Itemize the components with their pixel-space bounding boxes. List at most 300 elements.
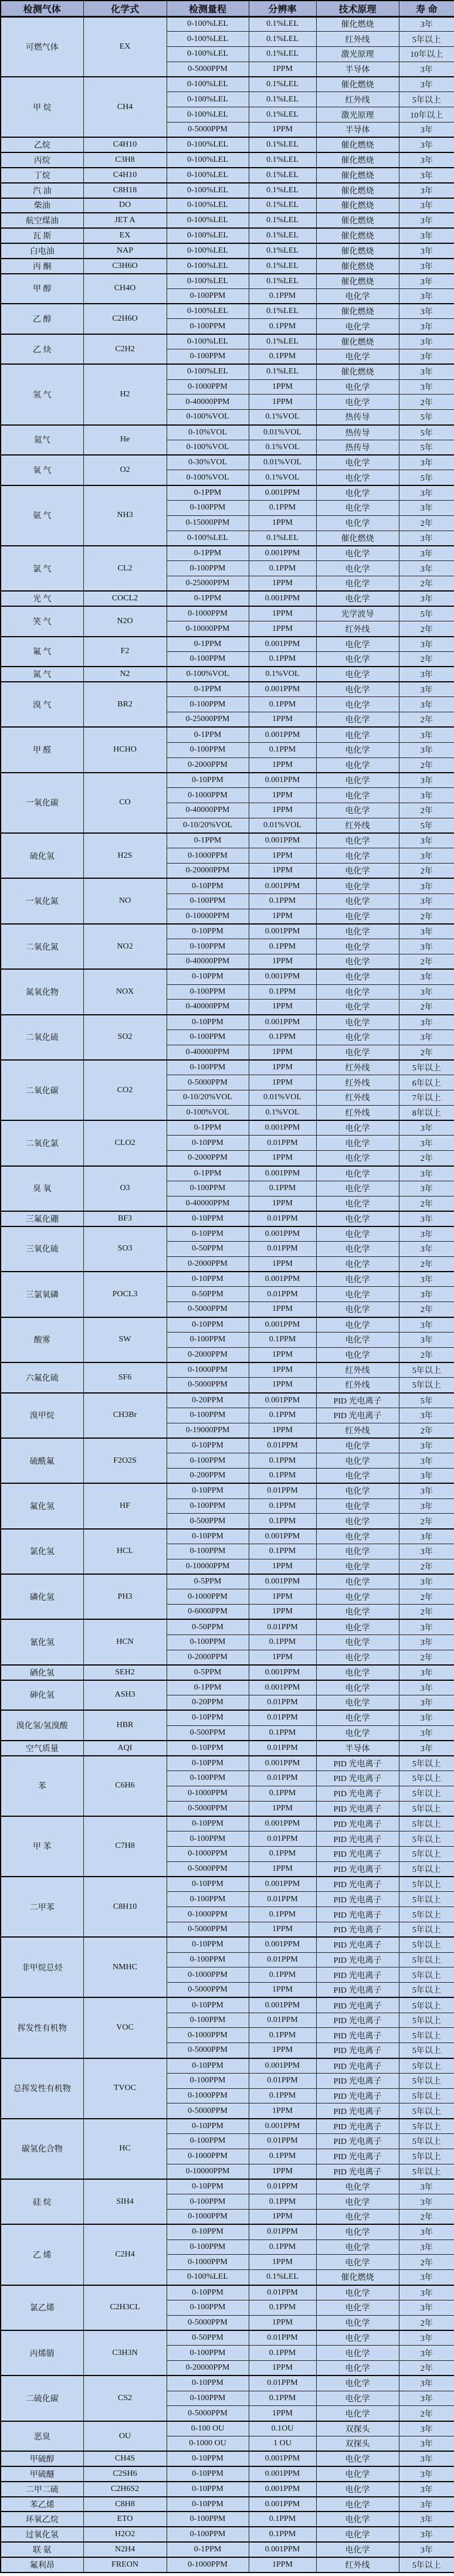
principle-cell: 电化学 bbox=[316, 757, 399, 773]
gas-name-cell: 酸雾 bbox=[1, 1317, 83, 1362]
resolution-cell: 0.1PPM bbox=[249, 1967, 316, 1983]
resolution-cell: 0.1PPM bbox=[249, 2149, 316, 2164]
gas-name-cell: 空气质量 bbox=[1, 1741, 83, 1756]
resolution-cell: 0.1%LEL bbox=[249, 213, 316, 228]
range-cell: 0-100PPM bbox=[167, 2194, 249, 2210]
table-row bbox=[1, 1166, 454, 1181]
resolution-cell: 0.1PPM bbox=[249, 2391, 316, 2406]
range-cell: 0-10000PPM bbox=[167, 909, 249, 924]
range-cell: 0-10PPM bbox=[167, 1226, 249, 1242]
lifespan-cell: 3年 bbox=[399, 682, 454, 697]
range-cell: 0-1000PPM bbox=[167, 1907, 249, 1922]
resolution-cell: 0.01PPM bbox=[249, 1287, 316, 1302]
gas-name-cell: 苯 bbox=[1, 1756, 83, 1816]
range-cell: 0-100%VOL bbox=[167, 440, 249, 455]
range-cell: 0-100PPM bbox=[167, 1831, 249, 1847]
table-row bbox=[1, 878, 454, 893]
principle-cell: 电化学 bbox=[316, 924, 399, 939]
resolution-cell: 0.001PPM bbox=[249, 1816, 316, 1831]
lifespan-cell: 2年 bbox=[399, 2315, 454, 2330]
principle-cell: 电化学 bbox=[316, 2179, 399, 2194]
lifespan-cell: 2年 bbox=[399, 1347, 454, 1362]
gas-name-cell: 丁烷 bbox=[1, 168, 83, 183]
lifespan-cell: 3年 bbox=[399, 1725, 454, 1741]
resolution-cell: 0.001PPM bbox=[249, 2466, 316, 2482]
range-cell: 0-10PPM bbox=[167, 2497, 249, 2512]
resolution-cell: 0.1PPM bbox=[249, 1181, 316, 1196]
range-cell: 0-10PPM bbox=[167, 1015, 249, 1030]
principle-cell: 电化学 bbox=[316, 1015, 399, 1030]
lifespan-cell: 3年 bbox=[399, 1574, 454, 1589]
gas-name-cell: 柴油 bbox=[1, 198, 83, 213]
range-cell: 0-2000PPM bbox=[167, 1650, 249, 1665]
lifespan-cell: 3年 bbox=[399, 2376, 454, 2391]
range-cell: 0-10PPM bbox=[167, 2179, 249, 2194]
principle-cell: 电化学 bbox=[316, 2542, 399, 2557]
principle-cell: 电化学 bbox=[316, 2376, 399, 2391]
resolution-cell: 1PPM bbox=[249, 1378, 316, 1393]
lifespan-cell: 3年 bbox=[399, 848, 454, 864]
lifespan-cell: 2年 bbox=[399, 621, 454, 637]
table-row bbox=[1, 1997, 454, 2013]
range-cell: 0-1000PPM bbox=[167, 2088, 249, 2103]
lifespan-cell: 5年以上 bbox=[399, 2134, 454, 2149]
lifespan-cell: 5年以上 bbox=[399, 2557, 454, 2572]
resolution-cell: 1PPM bbox=[249, 1589, 316, 1605]
range-cell: 0-100PPM bbox=[167, 1770, 249, 1786]
gas-formula-cell: C8H8 bbox=[83, 2497, 167, 2512]
gas-formula-cell: HCHO bbox=[83, 727, 167, 772]
range-cell: 0-100PPM bbox=[167, 2527, 249, 2542]
gas-formula-cell: HF bbox=[83, 1483, 167, 1528]
resolution-cell: 0.001PPM bbox=[249, 637, 316, 652]
resolution-cell: 1PPM bbox=[249, 1256, 316, 1272]
range-cell: 0-1000PPM bbox=[167, 2028, 249, 2043]
range-cell: 0-2000PPM bbox=[167, 757, 249, 773]
resolution-cell: 0.1PPM bbox=[249, 2194, 316, 2210]
resolution-cell: 0.001PPM bbox=[249, 969, 316, 984]
resolution-cell: 0.1PPM bbox=[249, 1029, 316, 1045]
table-row bbox=[1, 274, 454, 289]
range-cell: 0-1000PPM bbox=[167, 1846, 249, 1861]
resolution-cell: 1PPM bbox=[249, 1060, 316, 1075]
lifespan-cell: 3年 bbox=[399, 319, 454, 334]
principle-cell: 电化学 bbox=[316, 1498, 399, 1514]
lifespan-cell: 5年以上 bbox=[399, 1892, 454, 1907]
gas-name-cell: 溴化氢/氢溴酸 bbox=[1, 1710, 83, 1741]
principle-cell: 电化学 bbox=[316, 319, 399, 334]
gas-formula-cell: AQI bbox=[83, 1741, 167, 1756]
gas-name-cell: 砷化氢 bbox=[1, 1680, 83, 1711]
resolution-cell: 1PPM bbox=[249, 1362, 316, 1378]
lifespan-cell: 3年 bbox=[399, 1166, 454, 1181]
resolution-cell: 0.1%VOL bbox=[249, 1105, 316, 1120]
header-formula: 化学式 bbox=[83, 1, 167, 16]
gas-name-cell: 氮 气 bbox=[1, 667, 83, 682]
gas-name-cell: 溴 气 bbox=[1, 682, 83, 727]
principle-cell: PID 光电离子 bbox=[316, 1861, 399, 1877]
lifespan-cell: 3年 bbox=[399, 1408, 454, 1423]
lifespan-cell: 3年 bbox=[399, 1272, 454, 1287]
range-cell: 0-100PPM bbox=[167, 2013, 249, 2028]
gas-formula-cell: C2H6S2 bbox=[83, 2482, 167, 2497]
gas-name-cell: 白电油 bbox=[1, 243, 83, 259]
table-row bbox=[1, 1060, 454, 1075]
gas-name-cell: 氧 气 bbox=[1, 455, 83, 485]
lifespan-cell: 2年 bbox=[399, 1514, 454, 1529]
resolution-cell: 0.1PPM bbox=[249, 1469, 316, 1484]
range-cell: 0-20000PPM bbox=[167, 864, 249, 879]
lifespan-cell: 3年 bbox=[399, 2391, 454, 2406]
table-row bbox=[1, 2527, 454, 2542]
principle-cell: 电化学 bbox=[316, 2391, 399, 2406]
table-row bbox=[1, 1937, 454, 1952]
resolution-cell: 1PPM bbox=[249, 395, 316, 410]
table-row bbox=[1, 2466, 454, 2482]
gas-name-cell: 硫化氢 bbox=[1, 833, 83, 878]
range-cell: 0-5000PPM bbox=[167, 1075, 249, 1090]
table-row bbox=[1, 228, 454, 243]
principle-cell: 电化学 bbox=[316, 2497, 399, 2512]
range-cell: 0-1000PPM bbox=[167, 1786, 249, 1801]
principle-cell: 双探头 bbox=[316, 2436, 399, 2452]
gas-formula-cell: NOX bbox=[83, 969, 167, 1014]
gas-formula-cell: C2H4 bbox=[83, 2224, 167, 2285]
range-cell: 0-10PPM bbox=[167, 2451, 249, 2466]
gas-formula-cell: CH4O bbox=[83, 274, 167, 304]
principle-cell: 电化学 bbox=[316, 2512, 399, 2527]
gas-formula-cell: SF6 bbox=[83, 1362, 167, 1393]
resolution-cell: 1PPM bbox=[249, 2315, 316, 2330]
range-cell: 0-100PPM bbox=[167, 1952, 249, 1967]
gas-formula-cell: SW bbox=[83, 1317, 167, 1362]
gas-name-cell: 笑 气 bbox=[1, 606, 83, 637]
lifespan-cell: 3年 bbox=[399, 1544, 454, 1559]
lifespan-cell: 5年以上 bbox=[399, 1770, 454, 1786]
resolution-cell: 0.001PPM bbox=[249, 1529, 316, 1544]
range-cell: 0-10000PPM bbox=[167, 2164, 249, 2179]
gas-name-cell: 二甲苯 bbox=[1, 1877, 83, 1937]
resolution-cell: 1PPM bbox=[249, 1650, 316, 1665]
resolution-cell: 1PPM bbox=[249, 2043, 316, 2058]
lifespan-cell: 2年 bbox=[399, 757, 454, 773]
table-row bbox=[1, 637, 454, 652]
range-cell: 0-100PPM bbox=[167, 2073, 249, 2088]
table-row bbox=[1, 1483, 454, 1498]
resolution-cell: 0.1%LEL bbox=[249, 304, 316, 319]
lifespan-cell: 7年以上 bbox=[399, 1090, 454, 1106]
gas-name-cell: 氢 气 bbox=[1, 364, 83, 424]
resolution-cell: 1PPM bbox=[249, 1075, 316, 1090]
gas-formula-cell: C2H6O bbox=[83, 304, 167, 334]
table-row bbox=[1, 1877, 454, 1892]
gas-formula-cell: NAP bbox=[83, 243, 167, 259]
gas-formula-cell: C3H8 bbox=[83, 152, 167, 168]
table-row bbox=[1, 2058, 454, 2074]
table-row bbox=[1, 2285, 454, 2300]
range-cell: 0-100%LEL bbox=[167, 107, 249, 123]
gas-formula-cell: EX bbox=[83, 16, 167, 77]
range-cell: 0-10PPM bbox=[167, 1997, 249, 2013]
table-row bbox=[1, 2224, 454, 2239]
gas-formula-cell: ETO bbox=[83, 2512, 167, 2527]
range-cell: 0-5000PPM bbox=[167, 1302, 249, 1317]
gas-name-cell: 光 气 bbox=[1, 591, 83, 606]
lifespan-cell: 3年 bbox=[399, 969, 454, 984]
table-row bbox=[1, 1393, 454, 1408]
resolution-cell: 0.1%LEL bbox=[249, 16, 316, 32]
gas-name-cell: 碳氢化合物 bbox=[1, 2119, 83, 2179]
gas-formula-cell: C2H3CL bbox=[83, 2285, 167, 2330]
principle-cell: 催化燃烧 bbox=[316, 16, 399, 32]
resolution-cell: 1PPM bbox=[249, 62, 316, 77]
range-cell: 0-2000PPM bbox=[167, 1347, 249, 1362]
lifespan-cell: 3年 bbox=[399, 274, 454, 289]
lifespan-cell: 2年 bbox=[399, 1196, 454, 1211]
range-cell: 0-50PPM bbox=[167, 1619, 249, 1634]
table-row bbox=[1, 591, 454, 606]
principle-cell: PID 光电离子 bbox=[316, 1846, 399, 1861]
principle-cell: 电化学 bbox=[316, 893, 399, 909]
principle-cell: 红外线 bbox=[316, 621, 399, 637]
principle-cell: PID 光电离子 bbox=[316, 1983, 399, 1998]
resolution-cell: 0.1%LEL bbox=[249, 152, 316, 168]
range-cell: 0-1000PPM bbox=[167, 2149, 249, 2164]
table-row bbox=[1, 1226, 454, 1242]
lifespan-cell: 3年 bbox=[399, 697, 454, 712]
resolution-cell: 0.1PPM bbox=[249, 2527, 316, 2542]
principle-cell: 电化学 bbox=[316, 1619, 399, 1634]
gas-formula-cell: BF3 bbox=[83, 1211, 167, 1226]
resolution-cell: 0.001PPM bbox=[249, 2482, 316, 2497]
lifespan-cell: 3年 bbox=[399, 1665, 454, 1680]
lifespan-cell: 3年 bbox=[399, 334, 454, 349]
range-cell: 0-1PPM bbox=[167, 546, 249, 561]
table-row bbox=[1, 667, 454, 682]
lifespan-cell: 3年 bbox=[399, 349, 454, 365]
principle-cell: 电化学 bbox=[316, 1211, 399, 1226]
principle-cell: 电化学 bbox=[316, 1483, 399, 1498]
resolution-cell: 1PPM bbox=[249, 1559, 316, 1574]
principle-cell: 电化学 bbox=[316, 1665, 399, 1680]
table-row bbox=[1, 2542, 454, 2557]
lifespan-cell: 3年 bbox=[399, 2542, 454, 2557]
resolution-cell: 0.1%LEL bbox=[249, 531, 316, 546]
range-cell: 0-2000PPM bbox=[167, 1151, 249, 1166]
lifespan-cell: 3年 bbox=[399, 1741, 454, 1756]
range-cell: 0-5000PPM bbox=[167, 62, 249, 77]
resolution-cell: 1PPM bbox=[249, 1922, 316, 1937]
gas-formula-cell: H2 bbox=[83, 364, 167, 424]
range-cell: 0-1PPM bbox=[167, 1166, 249, 1181]
range-cell: 0-100PPM bbox=[167, 2391, 249, 2406]
resolution-cell: 0.1PPM bbox=[249, 561, 316, 576]
lifespan-cell: 2年 bbox=[399, 1000, 454, 1015]
principle-cell: 电化学 bbox=[316, 1695, 399, 1710]
resolution-cell: 0.1%LEL bbox=[249, 137, 316, 152]
range-cell: 0-100%LEL bbox=[167, 2270, 249, 2285]
resolution-cell: 0.01PPM bbox=[249, 1831, 316, 1847]
principle-cell: 电化学 bbox=[316, 1120, 399, 1136]
range-cell: 0-10PPM bbox=[167, 1816, 249, 1831]
lifespan-cell: 5年 bbox=[399, 425, 454, 440]
range-cell: 0-10PPM bbox=[167, 1529, 249, 1544]
lifespan-cell: 2年 bbox=[399, 2255, 454, 2270]
resolution-cell: 0.1%LEL bbox=[249, 2270, 316, 2285]
lifespan-cell: 3年 bbox=[399, 2451, 454, 2466]
lifespan-cell: 3年 bbox=[399, 2466, 454, 2482]
resolution-cell: 0.1PPM bbox=[249, 1544, 316, 1559]
range-cell: 0-100%LEL bbox=[167, 334, 249, 349]
principle-cell: 光学波导 bbox=[316, 606, 399, 621]
lifespan-cell: 2年 bbox=[399, 395, 454, 410]
range-cell: 0-5000PPM bbox=[167, 1861, 249, 1877]
lifespan-cell: 5年以上 bbox=[399, 1952, 454, 1967]
lifespan-cell: 5年以上 bbox=[399, 2119, 454, 2134]
lifespan-cell: 3年 bbox=[399, 1120, 454, 1136]
range-cell: 0-6000PPM bbox=[167, 1605, 249, 1620]
range-cell: 0-100PPM bbox=[167, 893, 249, 909]
gas-formula-cell: N2H4 bbox=[83, 2542, 167, 2557]
lifespan-cell: 2年 bbox=[399, 576, 454, 591]
lifespan-cell: 3年 bbox=[399, 1181, 454, 1196]
resolution-cell: 1PPM bbox=[249, 757, 316, 773]
table-row bbox=[1, 243, 454, 259]
lifespan-cell: 3年 bbox=[399, 727, 454, 742]
principle-cell: 电化学 bbox=[316, 1151, 399, 1166]
lifespan-cell: 3年 bbox=[399, 984, 454, 1000]
principle-cell: 电化学 bbox=[316, 773, 399, 788]
gas-name-cell: 二氧化氯 bbox=[1, 1120, 83, 1165]
resolution-cell: 1PPM bbox=[249, 1983, 316, 1998]
range-cell: 0-5000PPM bbox=[167, 1801, 249, 1816]
principle-cell: 电化学 bbox=[316, 788, 399, 803]
resolution-cell: 0.001PPM bbox=[249, 2119, 316, 2134]
range-cell: 0-100%LEL bbox=[167, 32, 249, 47]
principle-cell: 电化学 bbox=[316, 742, 399, 757]
resolution-cell: 1PPM bbox=[249, 123, 316, 138]
range-cell: 0-10PPM bbox=[167, 2482, 249, 2497]
range-cell: 0-1PPM bbox=[167, 682, 249, 697]
gas-formula-cell: COCL2 bbox=[83, 591, 167, 606]
principle-cell: 红外线 bbox=[316, 1075, 399, 1090]
gas-formula-cell: NO bbox=[83, 878, 167, 923]
gas-name-cell: 乙 炔 bbox=[1, 334, 83, 365]
table-row bbox=[1, 198, 454, 213]
range-cell: 0-1000PPM bbox=[167, 2255, 249, 2270]
range-cell: 0-1000PPM bbox=[167, 379, 249, 395]
resolution-cell: 0.001PPM bbox=[249, 2497, 316, 2512]
lifespan-cell: 2年 bbox=[399, 1589, 454, 1605]
principle-cell: PID 光电离子 bbox=[316, 1770, 399, 1786]
gas-formula-cell: SO3 bbox=[83, 1226, 167, 1272]
resolution-cell: 0.1OU bbox=[249, 2421, 316, 2436]
range-cell: 0-10PPM bbox=[167, 2058, 249, 2074]
principle-cell: 电化学 bbox=[316, 833, 399, 848]
range-cell: 0-100 OU bbox=[167, 2421, 249, 2436]
range-cell: 0-10PPM bbox=[167, 1483, 249, 1498]
resolution-cell: 0.1PPM bbox=[249, 1634, 316, 1650]
resolution-cell: 0.1PPM bbox=[249, 1907, 316, 1922]
resolution-cell: 0.1PPM bbox=[249, 939, 316, 954]
lifespan-cell: 3年 bbox=[399, 773, 454, 788]
principle-cell: 电化学 bbox=[316, 1559, 399, 1574]
resolution-cell: 0.1PPM bbox=[249, 288, 316, 304]
principle-cell: 电化学 bbox=[316, 1317, 399, 1333]
resolution-cell: 0.001PPM bbox=[249, 1226, 316, 1242]
principle-cell: 电化学 bbox=[316, 1166, 399, 1181]
principle-cell: 红外线 bbox=[316, 32, 399, 47]
lifespan-cell: 3年 bbox=[399, 1710, 454, 1725]
table-row bbox=[1, 1665, 454, 1680]
gas-name-cell: 乙烷 bbox=[1, 137, 83, 152]
resolution-cell: 0.1PPM bbox=[249, 349, 316, 365]
lifespan-cell: 10年以上 bbox=[399, 107, 454, 123]
lifespan-cell: 5年以上 bbox=[399, 1378, 454, 1393]
range-cell: 0-5000PPM bbox=[167, 2103, 249, 2119]
principle-cell: 电化学 bbox=[316, 1332, 399, 1347]
gas-name-cell: 乙 醇 bbox=[1, 304, 83, 334]
range-cell: 0-100%LEL bbox=[167, 137, 249, 152]
table-row bbox=[1, 2451, 454, 2466]
principle-cell: 电化学 bbox=[316, 878, 399, 893]
range-cell: 0-40000PPM bbox=[167, 1045, 249, 1060]
range-cell: 0-100PPM bbox=[167, 1029, 249, 1045]
range-cell: 0-10PPM bbox=[167, 1877, 249, 1892]
range-cell: 0-15000PPM bbox=[167, 515, 249, 531]
gas-name-cell: 氟利昂 bbox=[1, 2557, 83, 2572]
gas-name-cell: 二氧化氮 bbox=[1, 924, 83, 969]
resolution-cell: 0.001PPM bbox=[249, 1877, 316, 1892]
range-cell: 0-100%LEL bbox=[167, 168, 249, 183]
table-row bbox=[1, 2482, 454, 2497]
table-row bbox=[1, 1756, 454, 1771]
lifespan-cell: 5年以上 bbox=[399, 1786, 454, 1801]
range-cell: 0-40000PPM bbox=[167, 395, 249, 410]
lifespan-cell: 10年以上 bbox=[399, 47, 454, 62]
resolution-cell: 0.1PPM bbox=[249, 697, 316, 712]
range-cell: 0-100PPM bbox=[167, 1634, 249, 1650]
lifespan-cell: 3年 bbox=[399, 243, 454, 259]
range-cell: 0-40000PPM bbox=[167, 803, 249, 818]
range-cell: 0-100%LEL bbox=[167, 228, 249, 243]
lifespan-cell: 3年 bbox=[399, 742, 454, 757]
table-row bbox=[1, 77, 454, 92]
table-row bbox=[1, 2119, 454, 2134]
principle-cell: 电化学 bbox=[316, 984, 399, 1000]
gas-name-cell: 溴甲烷 bbox=[1, 1393, 83, 1438]
table-row bbox=[1, 1619, 454, 1634]
principle-cell: 电化学 bbox=[316, 697, 399, 712]
resolution-cell: 0.001PPM bbox=[249, 1665, 316, 1680]
gas-formula-cell: CLO2 bbox=[83, 1120, 167, 1165]
gas-formula-cell: He bbox=[83, 425, 167, 456]
range-cell: 0-5000PPM bbox=[167, 2315, 249, 2330]
principle-cell: 电化学 bbox=[316, 379, 399, 395]
resolution-cell: 0.001PPM bbox=[249, 1393, 316, 1408]
gas-formula-cell: C6H6 bbox=[83, 1756, 167, 1816]
range-cell: 0-100%LEL bbox=[167, 183, 249, 198]
range-cell: 0-10%VOL bbox=[167, 425, 249, 440]
lifespan-cell: 5年以上 bbox=[399, 2028, 454, 2043]
lifespan-cell: 3年 bbox=[399, 455, 454, 470]
principle-cell: 电化学 bbox=[316, 2527, 399, 2542]
resolution-cell: 0.001PPM bbox=[249, 1680, 316, 1695]
gas-formula-cell: HBR bbox=[83, 1710, 167, 1741]
lifespan-cell: 3年 bbox=[399, 2270, 454, 2285]
lifespan-cell: 5年以上 bbox=[399, 32, 454, 47]
lifespan-cell: 3年 bbox=[399, 62, 454, 77]
